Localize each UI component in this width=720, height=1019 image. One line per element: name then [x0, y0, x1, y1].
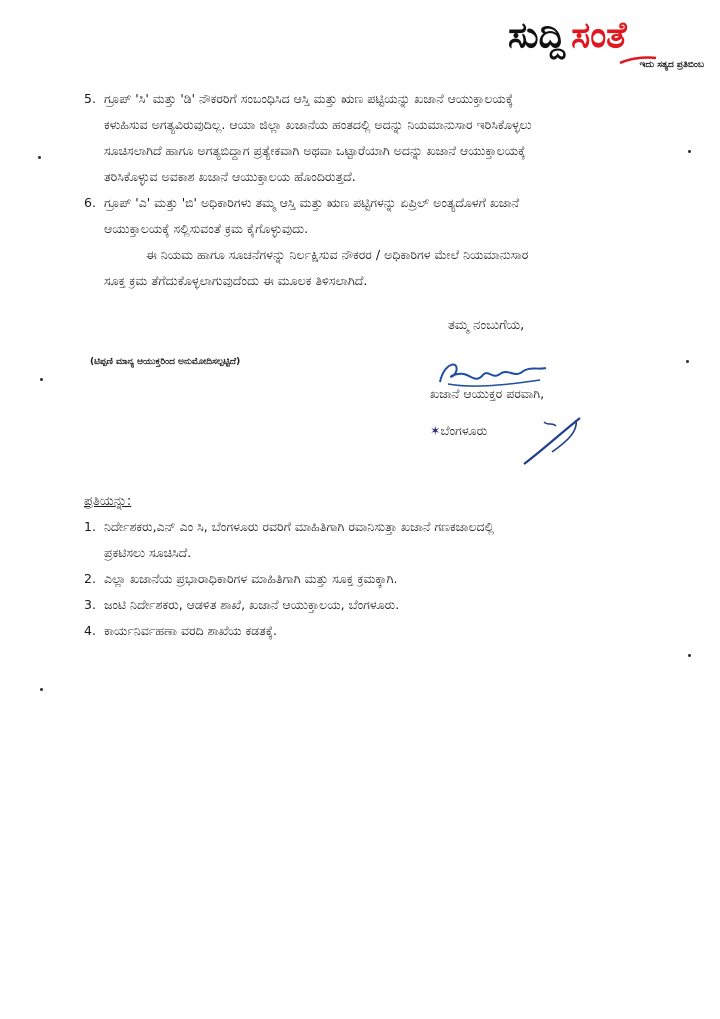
logo-word-2: ಸಂತೆ: [571, 15, 627, 56]
scan-speck: [40, 688, 43, 691]
item-5-line-4: ತರಿಸಿಕೊಳ್ಳುವ ಅವಕಾಶ ಖಜಾನೆ ಆಯುಕ್ತಾಲಯ ಹೊಂದಿರುತ್ತದೆ.: [104, 169, 356, 184]
item-6-line-1: 6. ಗ್ರೂಪ್ 'ಎ' ಮತ್ತು 'ಬಿ' ಅಧಿಕಾರಿಗಳು ತಮ್ಮ ಆಸ್ತಿ ಮತ್ತು ಋಣ ಪಟ್ಟಿಗಳನ್ನು ಏಪ್ರಿಲ್ ಅಂತ್ಯದೊಳಗೆ ಖಜಾನೆ: [84, 190, 519, 216]
scan-speck: [40, 378, 43, 381]
item-6-line-2: ಆಯುಕ್ತಾಲಯಕ್ಕೆ ಸಲ್ಲಿಸುವಂತೆ ಕ್ರಮ ಕೈಗೊಳ್ಳುವುದು.: [104, 221, 309, 236]
initials-signature-image: [520, 412, 590, 468]
copy-item-3: 3. ಜಂಟಿ ನಿರ್ದೇಶಕರು, ಆಡಳಿತ ಶಾಖೆ, ಖಜಾನೆ ಆಯುಕ್ತಾಲಯ, ಬೆಂಗಳೂರು.: [84, 597, 400, 612]
logo-word-1: ಸುದ್ದಿ: [508, 15, 566, 56]
item-6: [84, 190, 519, 242]
scan-speck: [38, 156, 41, 159]
copy-item-1-cont: ಪ್ರಕಟಿಸಲು ಸೂಚಿಸಿದೆ.: [104, 545, 192, 560]
warning-note: [84, 242, 528, 294]
item-6-number: 6.: [84, 195, 96, 210]
logo-tagline: ಇದು ಸತ್ಯದ ಪ್ರತಿಬಿಂಬ: [639, 60, 704, 70]
scan-speck: [688, 150, 691, 153]
note-line-1: ಈ ನಿಯಮ ಹಾಗೂ ಸೂಚನೆಗಳನ್ನು ನಿರ್ಲಕ್ಷಿಸುವ ನೌಕರರ / ಅಧಿಕಾರಿಗಳ ಮೇಲೆ ನಿಯಮಾನುಸಾರ: [146, 247, 529, 262]
scan-speck: [688, 654, 691, 657]
seal-mark-icon: ✶: [430, 423, 441, 438]
copy-item-4: 4. ಕಾರ್ಯನಿರ್ವಹಣಾ ವರದಿ ಶಾಖೆಯ ಕಡತಕ್ಕೆ.: [84, 623, 277, 638]
scan-speck: [686, 360, 689, 363]
item-5-line-3: ಸೂಚಿಸಲಾಗಿದೆ ಹಾಗೂ ಅಗತ್ಯಬಿದ್ದಾಗ ಪ್ರತ್ಯೇಕವಾಗಿ ಅಥವಾ ಒಟ್ಟಾರೆಯಾಗಿ ಅದನ್ನು ಖಜಾನೆ ಆಯುಕ್ತಾಲಯಕ್ಕೆ: [104, 143, 526, 158]
signatory-place: ✶ಬೆಂಗಳೂರು: [430, 423, 488, 438]
copies-list: [84, 514, 494, 644]
signatory-title: ಖಜಾನೆ ಆಯುಕ್ತರ ಪರವಾಗಿ,: [430, 386, 545, 401]
copy-item-1: 1. ನಿರ್ದೇಶಕರು,ಎನ್ ಎಂ ಸಿ, ಬೆಂಗಳೂರು ರವರಿಗೆ ಮಾಹಿತಿಗಾಗಿ ರವಾನಿಸುತ್ತಾ ಖಜಾನೆ ಗಣಕಜಾಲದಲ್ಲಿ: [84, 519, 495, 534]
logo-wordmark: [508, 14, 627, 58]
item-5-line-1: 5. ಗ್ರೂಪ್ 'ಸಿ' ಮತ್ತು 'ಡಿ' ನೌಕರರಿಗೆ ಸಂಬಂಧಿಸಿದ ಆಸ್ತಿ ಮತ್ತು ಋಣ ಪಟ್ಟಿಯನ್ನು ಖಜಾನೆ ಆಯುಕ್ತಾಲಯಕ್ಕೆ: [84, 86, 532, 112]
item-5-number: 5.: [84, 91, 96, 106]
note-line-2: ಸೂಕ್ತ ಕ್ರಮ ತೆಗೆದುಕೊಳ್ಳಲಾಗುವುದೆಂದು ಈ ಮೂಲಕ ತಿಳಿಸಲಾಗಿದೆ.: [104, 273, 368, 288]
closing-salutation: ತಮ್ಮ ನಂಬುಗೆಯ,: [448, 318, 525, 333]
copies-heading: ಪ್ರತಿಯನ್ನು:: [84, 494, 132, 509]
site-logo: [508, 14, 708, 78]
item-5-line-2: ಕಳುಹಿಸುವ ಅಗತ್ಯವಿರುವುದಿಲ್ಲ. ಆಯಾ ಜಿಲ್ಲಾ ಖಜಾನೆಯ ಹಂತದಲ್ಲಿ ಅದನ್ನು ನಿಯಮಾನುಸಾರ ಇರಿಸಿಕೊಳ್ಳಲು: [104, 117, 532, 132]
copy-item-2: 2. ಎಲ್ಲಾ ಖಜಾನೆಯ ಪ್ರಭಾರಾಧಿಕಾರಿಗಳ ಮಾಹಿತಿಗಾಗಿ ಮತ್ತು ಸೂಕ್ತ ಕ್ರಮಕ್ಕಾಗಿ.: [84, 571, 398, 586]
approval-note: (ಟಿಪ್ಪಣಿ ಮಾನ್ಯ ಆಯುಕ್ತರಿಂದ ಅನುಮೋದಿಸಲ್ಪಟ್ಟಿದೆ): [90, 357, 241, 367]
item-5: [84, 86, 532, 190]
